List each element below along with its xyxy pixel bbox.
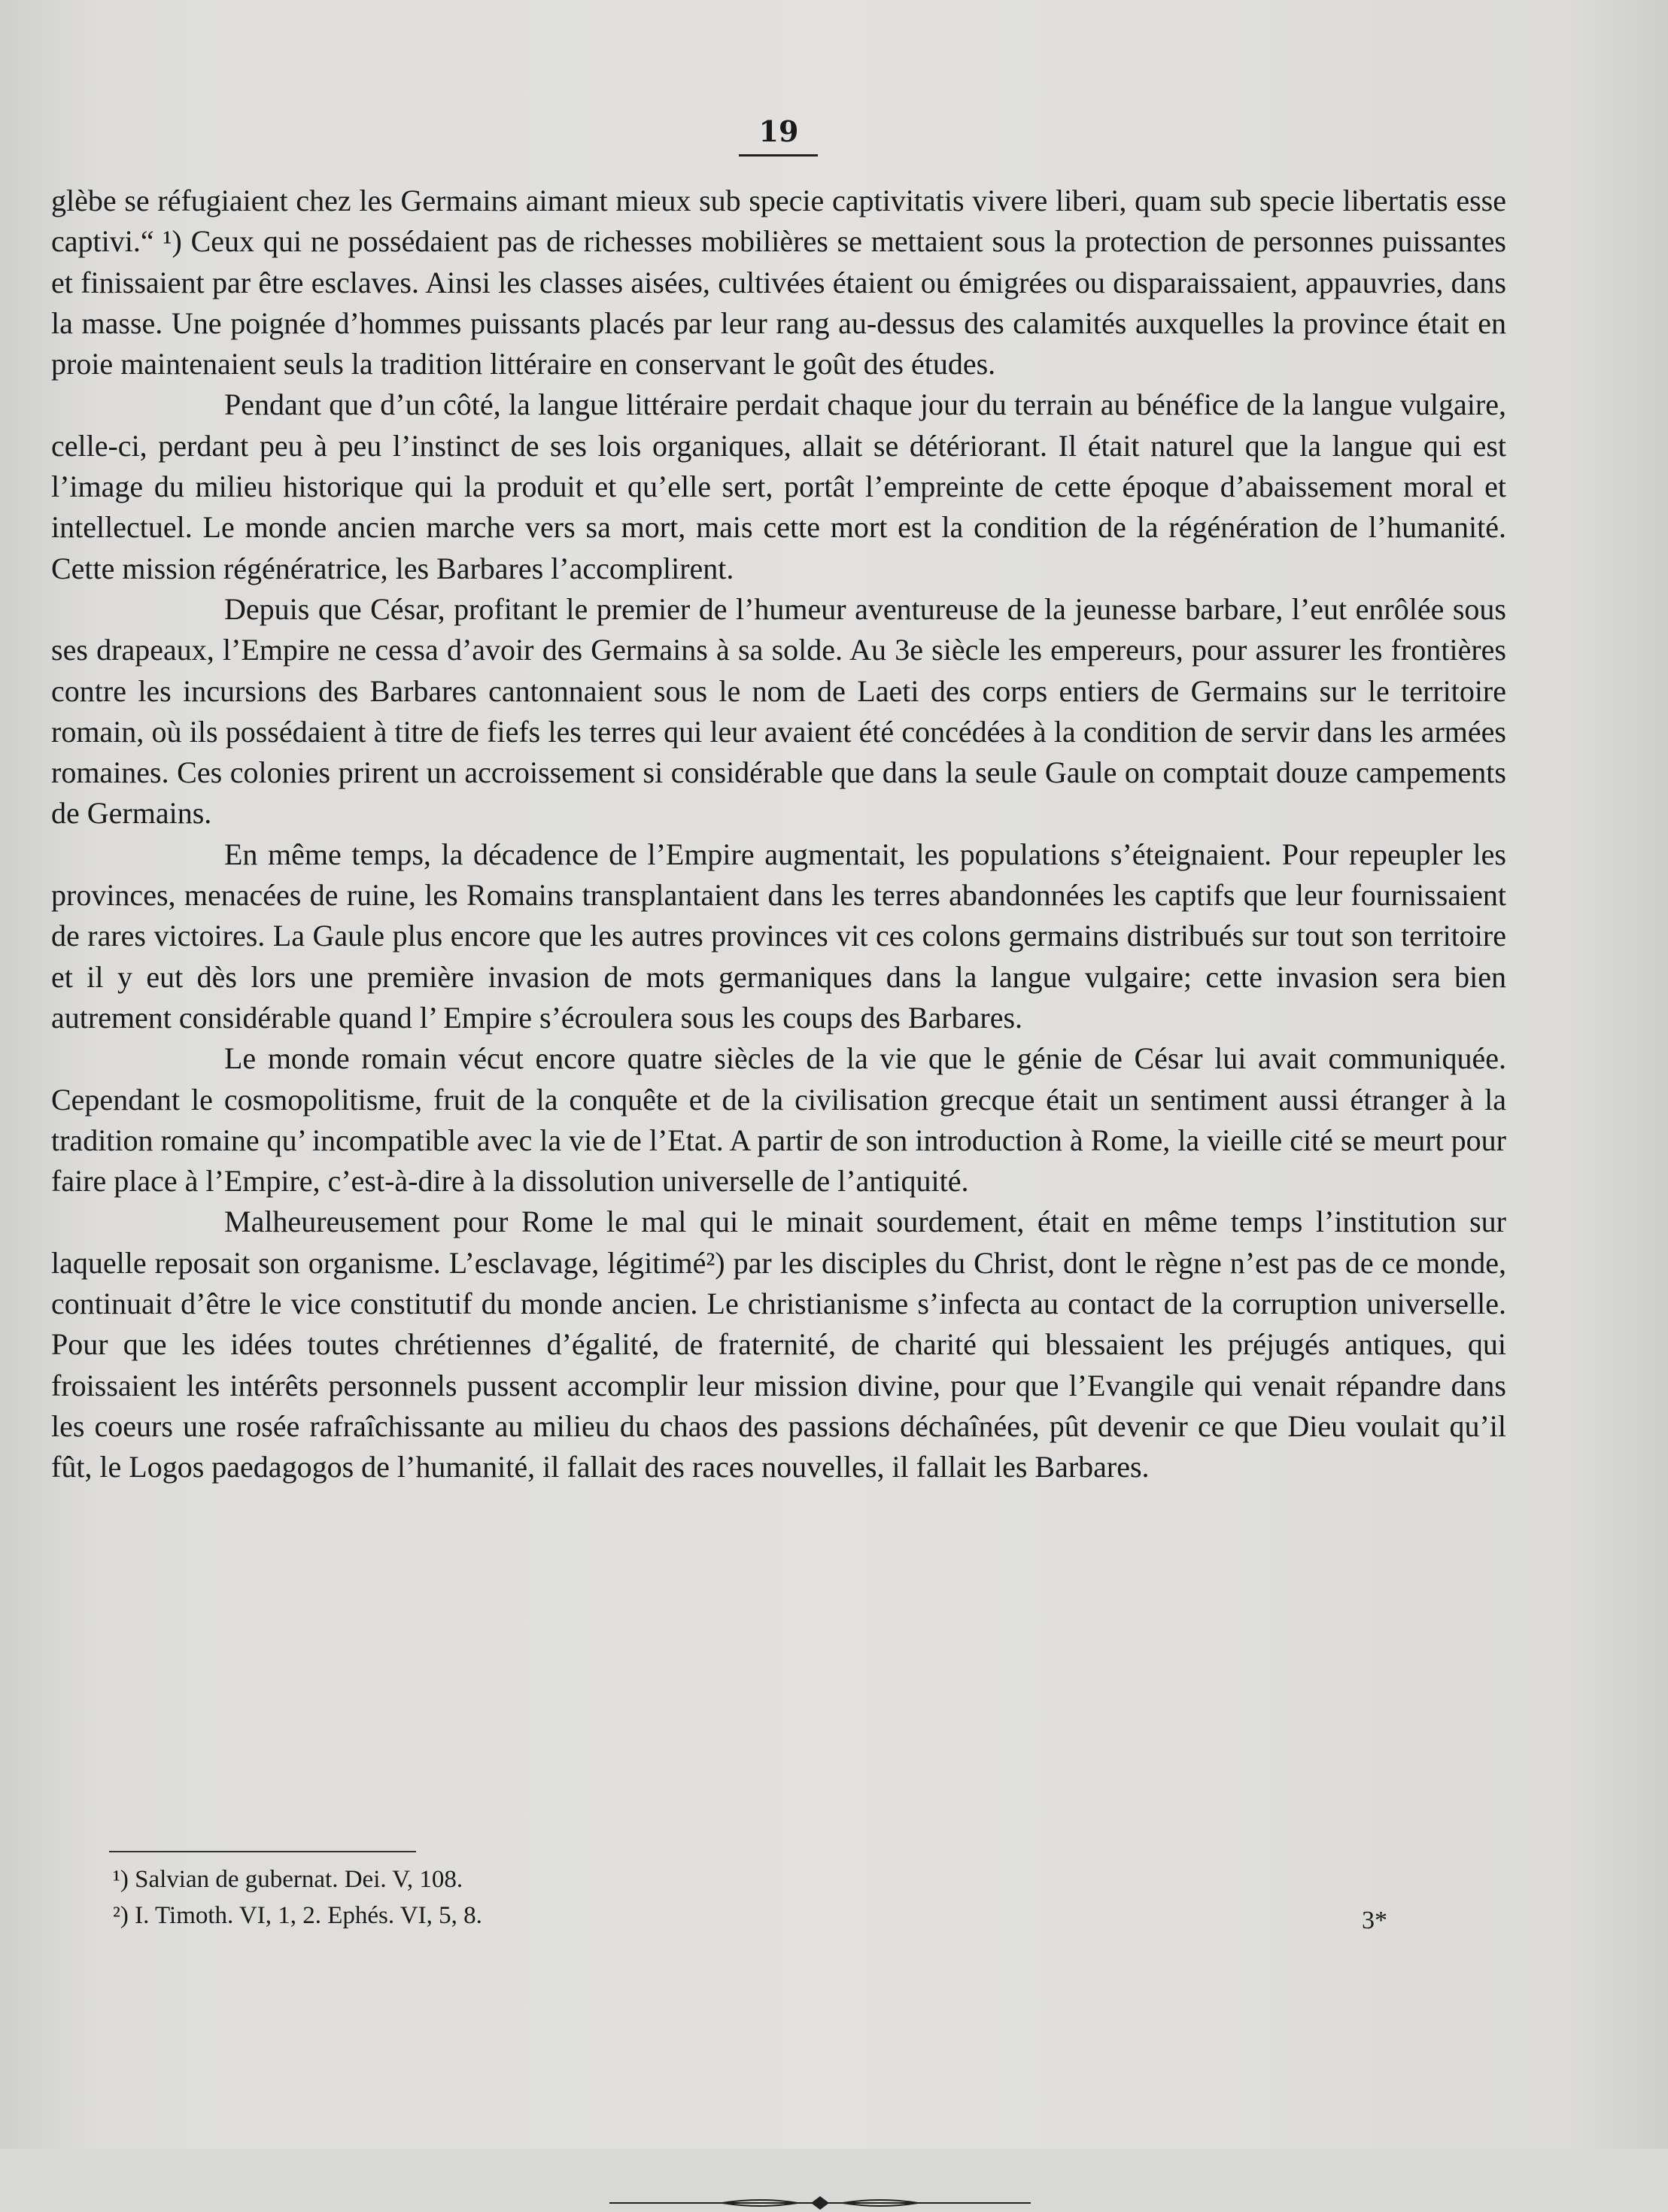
signature-mark: 3* [1362,1907,1387,1934]
footnote-2: ²) I. Timoth. VI, 1, 2. Ephés. VI, 5, 8. [113,1902,482,1929]
paragraph-3: Depuis que César, profitant le premier de l’humeur aventureuse de la jeunesse barbare, l’eut enrôlée sous ses drapeaux, l’Empire ne cessa d’avoir des Germains à sa solde. Au 3e siècle les empereurs, pour assurer les frontières contre les incursions des Barbares cantonnaient sous le nom de Laeti des corps entiers de Germains sur le territoire romain, où ils possédaient à titre de fiefs les terres qui leur avaient été concédées à la condition de servir dans les armées romaines. Ces colonies prirent un accroissement si considérable que dans la seule Gaule on comptait douze campements de Germains. [51,591,1506,831]
paragraph-4: En même temps, la décadence de l’Empire augmentait, les populations s’éteignaient. Pour repeupler les provinces, menacées de ruine, les Romains transplantaient dans les terres abandonnées les captifs que leur fournissaient de rares victoires. La Gaule plus encore que les autres provinces vit ces colons germains distribués sur tout son territoire et il y eut dès lors une première invasion de mots germaniques dans la langue vulgaire; cette invasion sera bien autrement considérable quand l’ Empire s’écroulera sous les coups des Barbares. [51,837,1506,1035]
body-text [51,181,1506,1488]
paragraph-2: Pendant que d’un côté, la langue littéraire perdait chaque jour du terrain au bénéfice de la langue vulgaire, celle-ci, perdant peu à peu l’instinct de ses lois organiques, allait se détériorant. Il était naturel que la langue qui est l’image du milieu historique qui la produit et qu’elle sert, portât l’empreinte de cette époque d’abaissement moral et intellectuel. Le monde ancien marche vers sa mort, mais cette mort est la condition de la régénération de l’humanité. Cette mission régénératrice, les Barbares l’accomplirent. [51,387,1506,585]
paragraph-1: glèbe se réfugiaient chez les Germains aimant mieux sub specie captivitatis vivere liberi, quam sub specie libertatis esse captivi.“ ¹) Ceux qui ne possédaient pas de richesses mobilières se mettaient sous la protection de personnes puissantes et finissaient par être esclaves. Ainsi les classes aisées, cultivées étaient ou émigrées ou disparaissaient, appauvries, dans la masse. Une poignée d’hommes puissants placés par leur rang au-dessus des calamités auxquelles la province était en proie maintenaient seuls la tradition littéraire en conservant le goût des études. [51,184,1506,381]
ornamental-divider [609,2194,1031,2212]
paragraph-6: Malheureusement pour Rome le mal qui le minait sourdement, était en même temps l’institution sur laquelle reposait son organisme. L’esclavage, légitimé²) par les disciples du Christ, dont le règne n’est pas de ce monde, continuait d’être le vice constitutif du monde ancien. Le christianisme s’infecta au contact de la corruption universelle. Pour que les idées toutes chrétiennes d’égalité, de fraternité, de charité qui blessaient les préjugés antiques, qui froissaient les intérêts personnels pussent accomplir leur mission divine, pour que l’Evangile qui venait répandre dans les coeurs une rosée rafraîchissante au milieu du chaos des passions déchaînées, pût devenir ce que Dieu voulait qu’il fût, le Logos paedagogos de l’humanité, il fallait des races nouvelles, il fallait les Barbares. [51,1205,1506,1484]
paragraph-5: Le monde romain vécut encore quatre siècles de la vie que le génie de César lui avait communiquée. Cependant le cosmopolitisme, fruit de la conquête et de la civilisation grecque était un sentiment aussi étranger à la tradition romaine qu’ incompatible avec la vie de l’Etat. A partir de son introduction à Rome, la vieille cité se meurt pour faire place à l’Empire, c’est-à-dire à la dissolution universelle de l’antiquité. [51,1041,1506,1199]
footnote-rule [109,1851,416,1852]
page-number: 19 [758,114,799,148]
footnotes [113,1861,482,1934]
page-number-underline [739,154,818,156]
footnote-1: ¹) Salvian de gubernat. Dei. V, 108. [113,1866,463,1893]
